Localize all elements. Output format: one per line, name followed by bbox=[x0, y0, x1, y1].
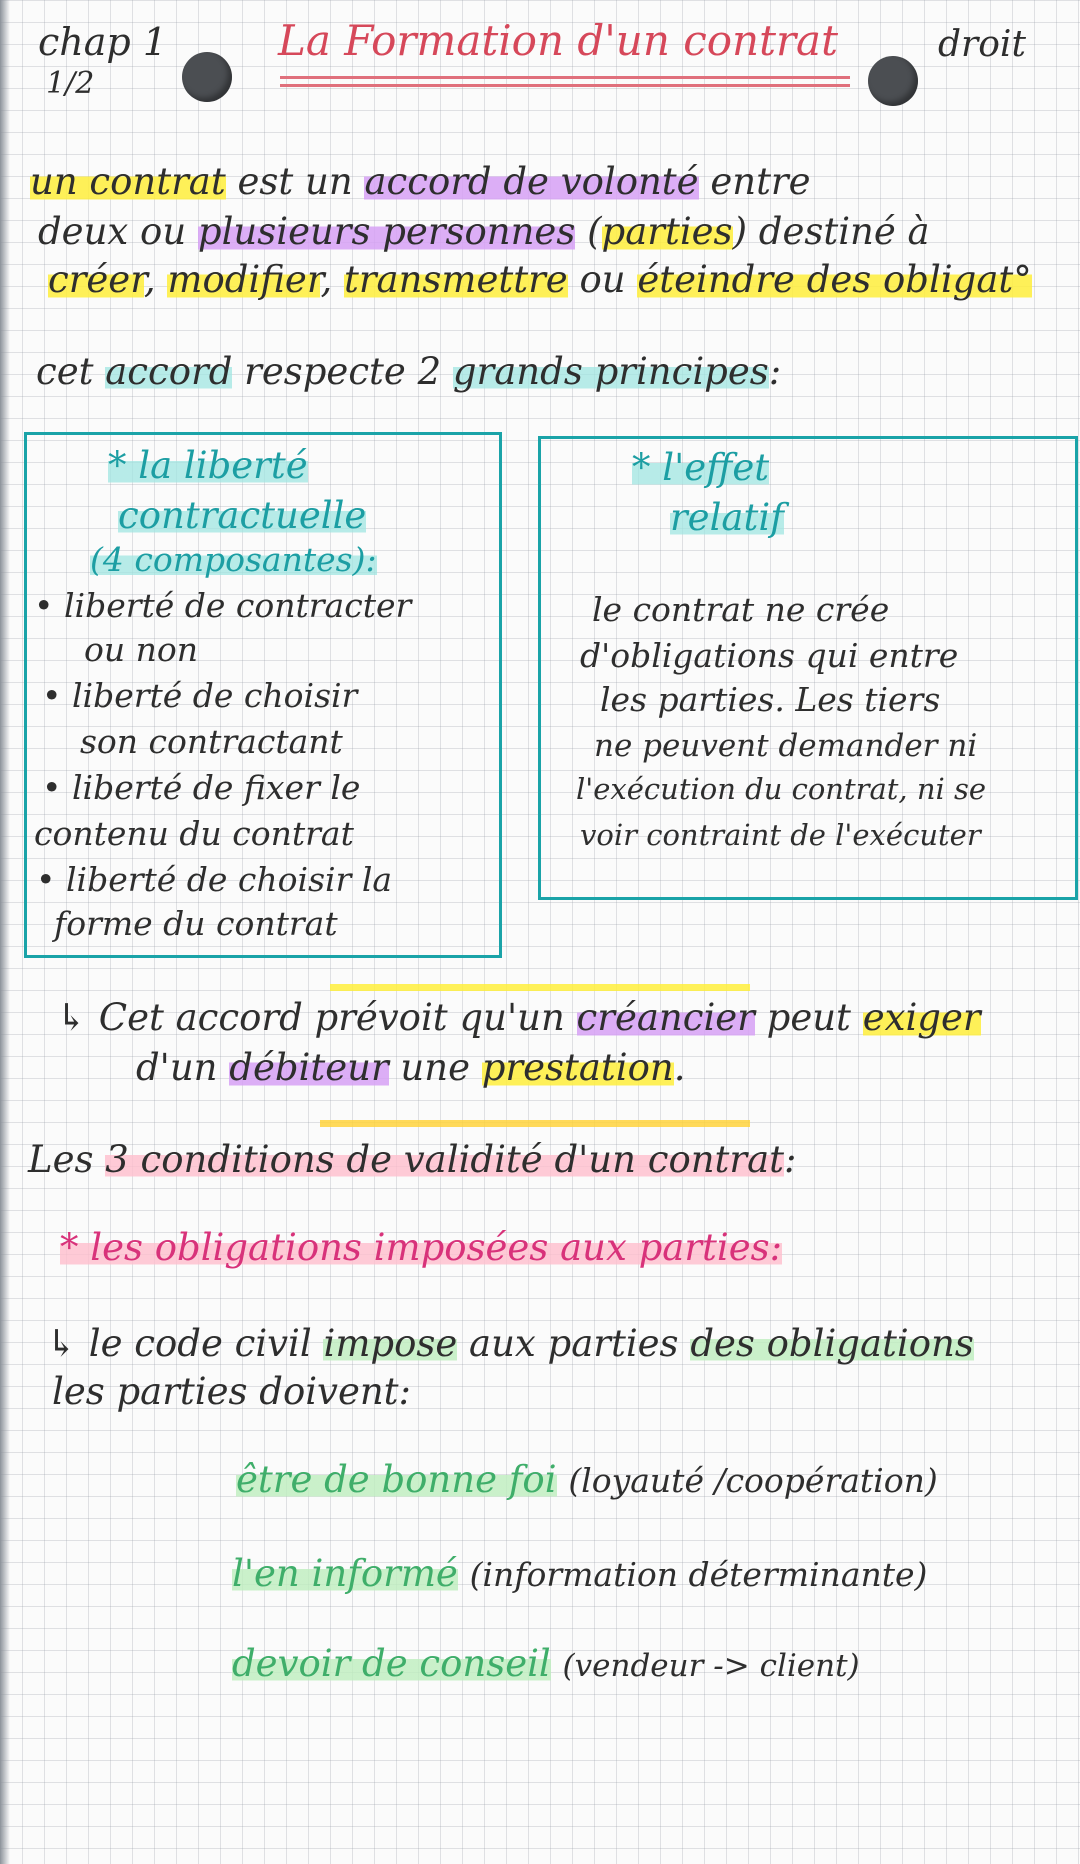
binder-hole-left bbox=[182, 52, 232, 102]
term-impose: impose bbox=[323, 1322, 458, 1365]
obligation-item-1 bbox=[236, 1458, 938, 1501]
term-transmettre: transmettre bbox=[343, 258, 568, 301]
creditor-line-1: ↳ Cet accord prévoit qu'un créancier peut exiger bbox=[56, 996, 981, 1039]
term-accord: accord bbox=[105, 350, 233, 393]
obligation-item-2 bbox=[232, 1552, 927, 1595]
obligation-note-2: (information déterminante) bbox=[469, 1555, 928, 1594]
box-left-item-4-cont: forme du contrat bbox=[54, 904, 338, 943]
term-creancier: créancier bbox=[576, 996, 755, 1039]
box-left-item-3-cont: contenu du contrat bbox=[34, 814, 354, 853]
box-right-line-3: les parties. Les tiers bbox=[600, 680, 941, 719]
term-exiger: exiger bbox=[862, 996, 981, 1039]
obligations-line-1: ↳ le code civil impose aux parties des obligations bbox=[46, 1322, 974, 1365]
term-parties: parties bbox=[601, 210, 733, 253]
term-debiteur: débiteur bbox=[229, 1046, 389, 1089]
box-left-title-1: * la liberté bbox=[108, 444, 308, 487]
intro-line-3: créer, modifier, transmettre ou éteindre des obligat° bbox=[48, 258, 1032, 301]
subject-label: droit bbox=[938, 24, 1026, 65]
obligation-term-informe: l'en informé bbox=[232, 1552, 458, 1595]
creditor-line-2: d'un débiteur une prestation. bbox=[136, 1046, 686, 1089]
term-accord-de-volonte: accord de volonté bbox=[364, 160, 699, 203]
page-title: La Formation d'un contrat bbox=[278, 16, 838, 65]
page-edge-shadow bbox=[0, 0, 10, 1864]
term-des-obligations: des obligations bbox=[690, 1322, 974, 1365]
term-creer: créer bbox=[48, 258, 144, 301]
box-left-item-4: • liberté de choisir la bbox=[36, 860, 393, 899]
box-right-line-5: l'exécution du contrat, ni se bbox=[576, 772, 987, 806]
obligation-note-3: (vendeur -> client) bbox=[562, 1648, 860, 1684]
term-plusieurs-personnes: plusieurs personnes bbox=[197, 210, 576, 253]
obligations-title: * les obligations imposées aux parties: bbox=[60, 1226, 783, 1269]
term-grands-principes: grands principes bbox=[452, 350, 769, 393]
box-right-line-1: le contrat ne crée bbox=[592, 590, 890, 629]
box-left-item-3: • liberté de fixer le bbox=[42, 768, 361, 807]
intro-line-1: un contrat est un accord de volonté entre bbox=[30, 160, 811, 203]
obligation-term-bonne-foi: être de bonne foi bbox=[236, 1458, 557, 1501]
box-right-title-1: * l'effet bbox=[632, 446, 770, 489]
page-number: 1/2 bbox=[46, 66, 95, 101]
obligation-term-conseil: devoir de conseil bbox=[232, 1642, 551, 1685]
title-underline-1 bbox=[280, 76, 850, 79]
binder-hole-right bbox=[868, 56, 918, 106]
title-underline-2 bbox=[280, 84, 850, 87]
intro-line-2: deux ou plusieurs personnes (parties) destiné à bbox=[38, 210, 930, 253]
obligations-line-2: les parties doivent: bbox=[52, 1370, 412, 1413]
obligation-item-3 bbox=[232, 1642, 860, 1685]
box-right-title-2: relatif bbox=[670, 496, 784, 539]
obligation-note-1: (loyauté /coopération) bbox=[568, 1461, 938, 1500]
yellow-rule-1 bbox=[330, 984, 750, 991]
term-prestation: prestation bbox=[481, 1046, 674, 1089]
yellow-rule-2 bbox=[320, 1120, 750, 1127]
box-left-item-1-cont: ou non bbox=[84, 630, 198, 669]
term-modifier: modifier bbox=[167, 258, 321, 301]
box-right-line-6: voir contraint de l'exécuter bbox=[580, 818, 981, 852]
conditions-heading: Les 3 conditions de validité d'un contrat: bbox=[28, 1138, 797, 1181]
box-right-line-2: d'obligations qui entre bbox=[580, 636, 959, 675]
principles-intro: cet accord respecte 2 grands principes: bbox=[36, 350, 782, 393]
term-conditions-validite: 3 conditions de validité d'un contrat bbox=[105, 1138, 785, 1181]
box-left-item-2: • liberté de choisir bbox=[42, 676, 358, 715]
box-left-title-2: contractuelle bbox=[118, 494, 367, 537]
box-right-line-4: ne peuvent demander ni bbox=[594, 728, 978, 764]
box-left-item-2-cont: son contractant bbox=[80, 722, 343, 761]
term-contrat: un contrat bbox=[30, 160, 226, 203]
box-left-item-1: • liberté de contracter bbox=[34, 586, 412, 625]
term-eteindre: éteindre des obligat° bbox=[637, 258, 1032, 301]
chapter-label: chap 1 bbox=[38, 20, 167, 64]
box-left-title-3: (4 composantes): bbox=[90, 540, 377, 579]
